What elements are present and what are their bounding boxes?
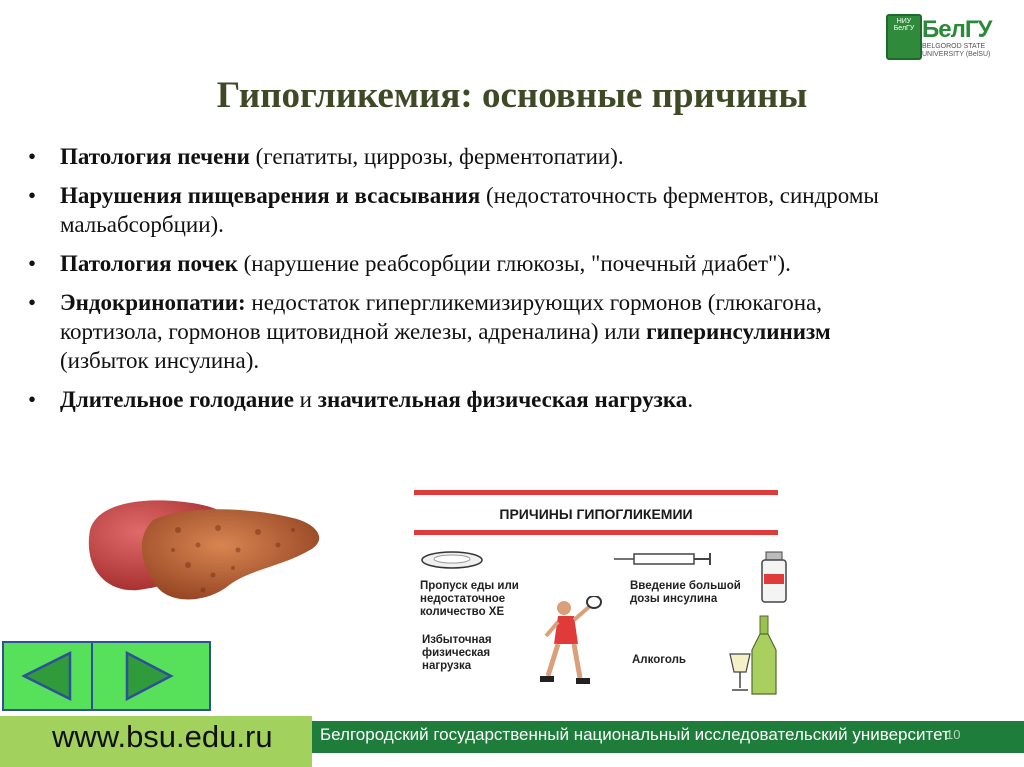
bullet-marker: • (28, 144, 37, 169)
alcohol-label: Алкоголь (632, 654, 686, 666)
list-item (28, 142, 908, 171)
item-term: Эндокринопатии: (60, 290, 246, 315)
item-term: Нарушения пищеварения и всасывания (60, 183, 481, 208)
empty-plate-icon (420, 544, 484, 570)
liver-image (78, 490, 328, 610)
university-logo (886, 14, 1006, 64)
logo-name: БелГУ (922, 16, 992, 43)
arrow-right-icon (93, 643, 209, 709)
hypoglycemia-causes-infographic (414, 484, 778, 696)
item-text: (нарушение реабсорбции глюкозы, "почечный диабет"). (237, 251, 791, 276)
tennis-player-icon (534, 596, 604, 696)
logo-emblem-icon (886, 14, 922, 60)
infographic-title: ПРИЧИНЫ ГИПОГЛИКЕМИИ (499, 506, 693, 522)
skip-meal-label: Пропуск еды или недостаточное количество ХЕ (420, 580, 519, 618)
arrow-left-icon (4, 643, 91, 709)
bullet-marker: • (28, 251, 37, 276)
bullet-marker: • (28, 183, 37, 208)
logo-subtitle: BELGOROD STATE UNIVERSITY (BelSU) (922, 43, 991, 58)
item-text: (гепатиты, циррозы, ферментопатии). (249, 144, 624, 169)
bullet-marker: • (28, 387, 37, 412)
slide-title: Гипогликемия: основные причины (216, 75, 808, 116)
footer-url[interactable]: www.bsu.edu.ru (52, 719, 273, 754)
item-text: (недостаточность ферментов, синдромы мальабсорбции). (60, 183, 879, 237)
page-number: 10 (946, 727, 961, 742)
logo-emblem-text: НИУ БелГУ (893, 18, 915, 32)
item-text: недостаток гипергликемизирующих гормонов (глюкагона, кортизола, гормонов щитовидной железы, адреналина) или (60, 290, 822, 344)
insulin-vial-icon (760, 550, 788, 604)
top-divider (414, 490, 778, 495)
previous-slide-button[interactable] (2, 641, 93, 711)
title-divider (414, 530, 778, 535)
exercise-label: Избыточная физическая нагрузка (422, 634, 492, 672)
list-item (28, 288, 908, 375)
item-term: Длительное голодание (60, 387, 294, 412)
item-term-2: значительная физическая нагрузка (317, 387, 688, 412)
insulin-dose-label: Введение большой дозы инсулина (630, 580, 741, 605)
list-item (28, 385, 908, 414)
item-term: Патология почек (60, 251, 238, 276)
list-item (28, 181, 908, 239)
item-text-2: (избыток инсулина). (60, 348, 260, 373)
bullet-marker: • (28, 290, 37, 315)
syringe-icon (612, 550, 722, 568)
item-term-2: гиперинсулинизм (646, 319, 831, 344)
list-item (28, 249, 908, 278)
item-text-2: . (687, 387, 694, 412)
item-term: Патология печени (60, 144, 250, 169)
alcohol-bottle-glass-icon (726, 614, 778, 696)
slide-navigation (0, 641, 210, 709)
causes-list (28, 142, 908, 424)
footer-university-name: Белгородский государственный национальный исследовательский университет (320, 725, 950, 744)
item-text: и (293, 387, 318, 412)
next-slide-button[interactable] (91, 641, 211, 711)
